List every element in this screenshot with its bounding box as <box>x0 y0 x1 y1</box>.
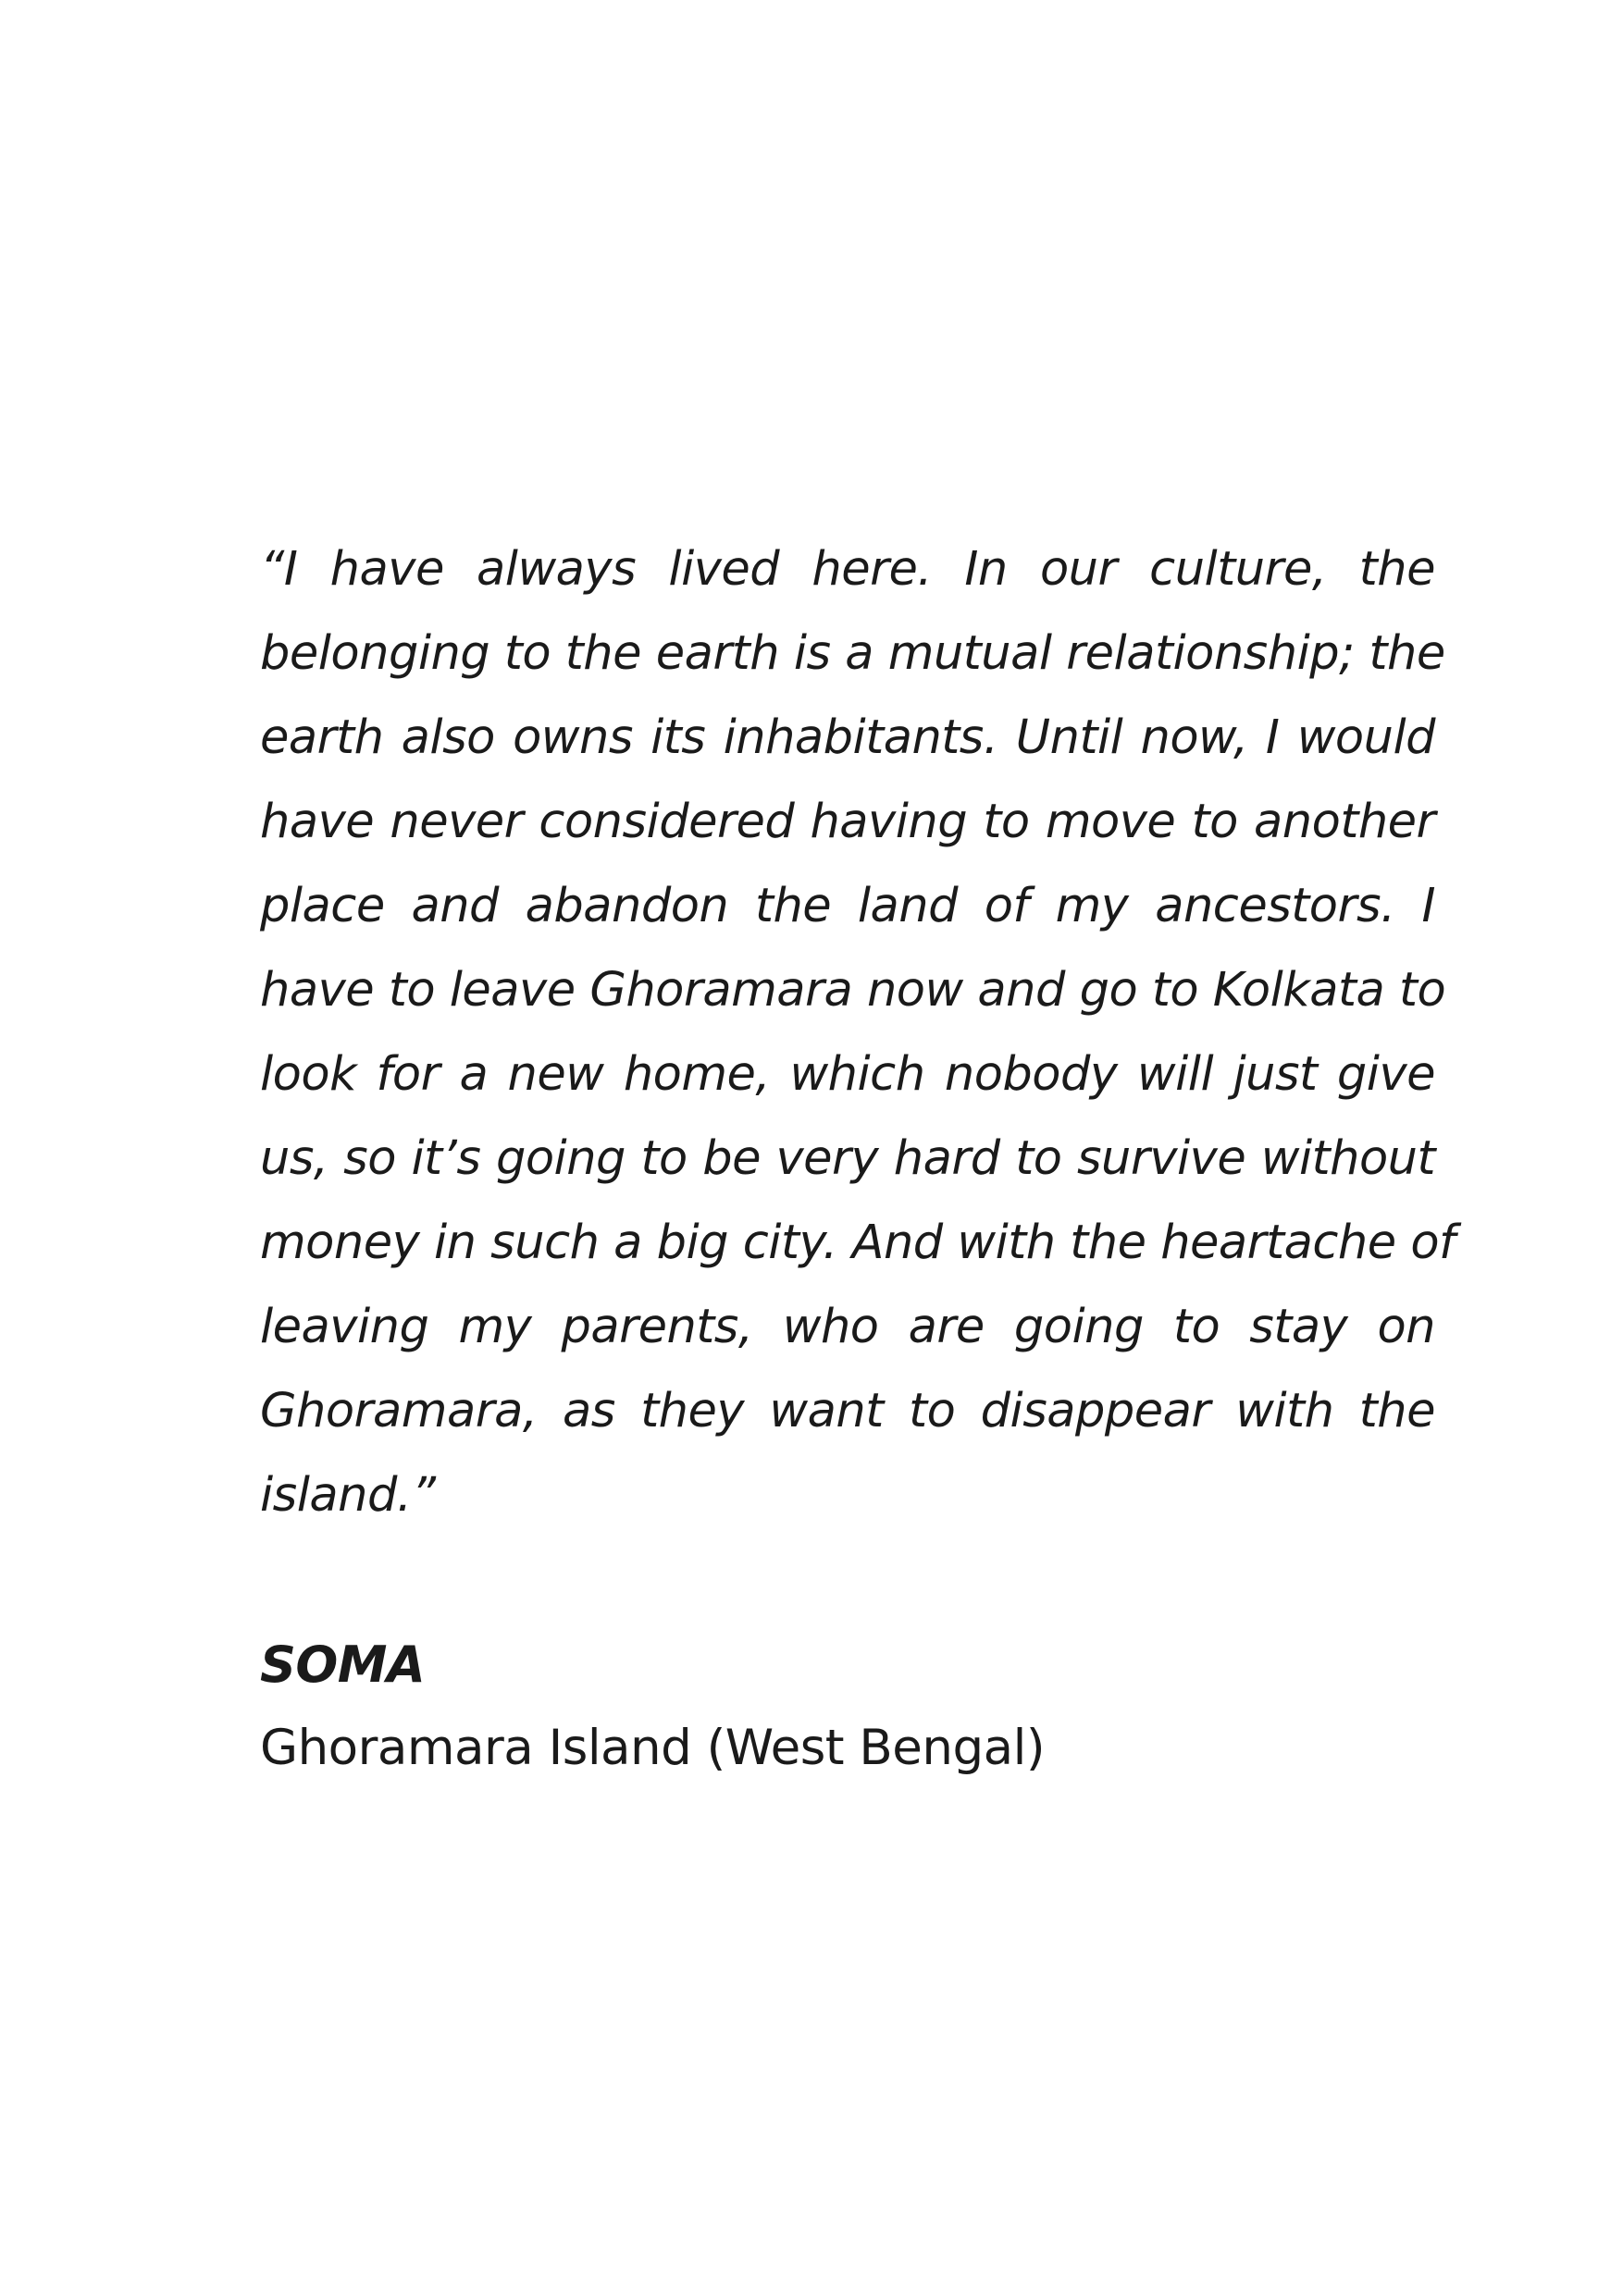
quote-line: money in such a big city. And with the heartache of <box>260 1216 1456 1270</box>
quote-line: have never considered having to move to another <box>260 795 1435 849</box>
quote-line: “I have always lived here. In our culture, the <box>260 542 1435 597</box>
quote-attribution <box>260 1623 1435 1790</box>
author-location: Ghoramara Island (West Bengal) <box>260 1720 1046 1776</box>
author-name: SOMA <box>260 1636 426 1694</box>
quote-line: have to leave Ghoramara now and go to Kolkata to <box>260 963 1446 1018</box>
quote-line: island.” <box>260 1468 436 1523</box>
quote-line: us, so it’s going to be very hard to survive without <box>260 1131 1435 1186</box>
quote-line: place and abandon the land of my ancestors. I <box>260 879 1435 933</box>
testimony-quote <box>260 527 1456 1537</box>
quote-line: belonging to the earth is a mutual relationship; the <box>260 626 1445 681</box>
quote-line: leaving my parents, who are going to stay on <box>260 1300 1435 1354</box>
quote-line: look for a new home, which nobody will just give <box>260 1047 1435 1102</box>
quote-line: Ghoramara, as they want to disappear with the <box>260 1384 1435 1438</box>
quote-line: earth also owns its inhabitants. Until now, I would <box>260 710 1435 765</box>
